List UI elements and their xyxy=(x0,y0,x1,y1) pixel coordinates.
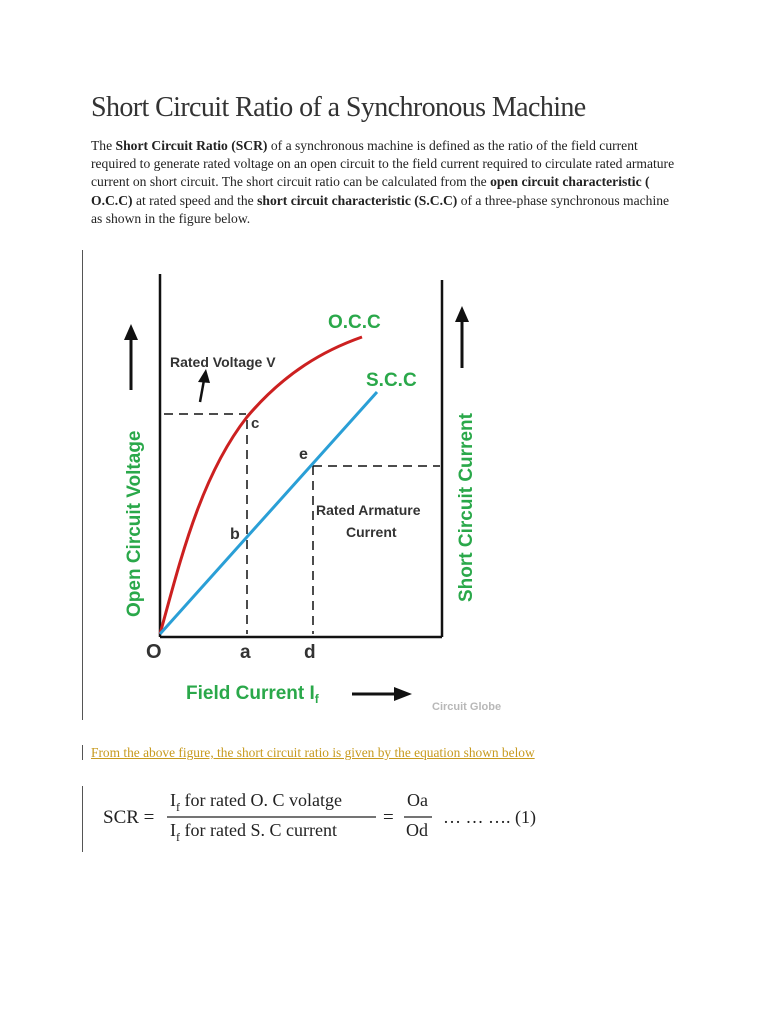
equation-left-border xyxy=(82,786,83,852)
intro-paragraph xyxy=(91,137,681,228)
occ-curve xyxy=(160,337,362,634)
scr-equation xyxy=(100,780,560,850)
intro-text-1: The xyxy=(91,138,116,153)
watermark: Circuit Globe xyxy=(432,701,502,713)
intro-text-3: at rated speed and the xyxy=(132,192,258,208)
rated-voltage-arrow-icon xyxy=(198,369,210,383)
x-arrow-icon xyxy=(394,687,412,701)
scr-diagram xyxy=(100,262,520,722)
rated-voltage-label: Rated Voltage V xyxy=(170,354,276,370)
right-arrow-icon xyxy=(455,306,469,322)
equation-number: … … …. (1) xyxy=(443,807,536,827)
den-sub: f xyxy=(176,830,180,844)
num-sub: f xyxy=(176,800,180,814)
point-d-label: d xyxy=(304,642,316,663)
intro-text-4: of a three-phase synchronous machine as shown in the figure below. xyxy=(91,192,670,226)
point-o-label: O xyxy=(146,641,162,663)
equation-denominator xyxy=(170,820,337,844)
page-title: Short Circuit Ratio of a Synchronous Machine xyxy=(91,92,586,123)
point-c-label: c xyxy=(251,415,260,432)
den-text: for rated S. C current xyxy=(180,820,337,840)
intro-text-2: of a synchronous machine is defined as the ratio of the field current required to generate rated voltage on an open circuit to the field current required to circulate rated armature current on short circuit. The short circuit ratio can be calculated from the xyxy=(91,138,675,190)
intro-term-scc: short circuit characteristic (S.C.C) xyxy=(257,192,458,208)
y-left-label: Open Circuit Voltage xyxy=(124,430,145,617)
equation-ratio-denominator: Od xyxy=(406,820,428,840)
scc-label: S.C.C xyxy=(366,370,417,391)
intro-term-occ: open circuit characteristic ( O.C.C) xyxy=(91,174,650,208)
x-axis-label-text: Field Current I xyxy=(186,683,315,704)
rated-voltage-pointer xyxy=(200,380,204,402)
point-b-label: b xyxy=(230,526,240,543)
num-text: for rated O. C volatge xyxy=(180,790,342,810)
left-arrow-icon xyxy=(124,324,138,340)
equation-numerator xyxy=(170,790,342,814)
figure-caption: From the above figure, the short circuit ratio is given by the equation shown below xyxy=(91,745,535,760)
figure-left-border xyxy=(82,250,83,720)
den-i: I xyxy=(170,820,176,840)
num-i: I xyxy=(170,790,176,810)
occ-label: O.C.C xyxy=(328,312,381,333)
rated-armature-label-line1: Rated Armature xyxy=(316,502,421,518)
intro-term-scr: Short Circuit Ratio (SCR) xyxy=(115,138,268,153)
point-e-label: e xyxy=(299,446,308,463)
x-axis-label-subscript: f xyxy=(314,692,319,706)
rated-armature-label-line2: Current xyxy=(346,524,397,540)
equation-lhs: SCR = xyxy=(103,807,155,828)
y-right-label: Short Circuit Current xyxy=(456,413,477,602)
equation-ratio-numerator: Oa xyxy=(407,790,428,810)
point-a-label: a xyxy=(240,642,251,663)
equation-equals: = xyxy=(383,807,394,828)
x-axis-label xyxy=(186,683,320,706)
caption-left-border xyxy=(82,745,83,760)
